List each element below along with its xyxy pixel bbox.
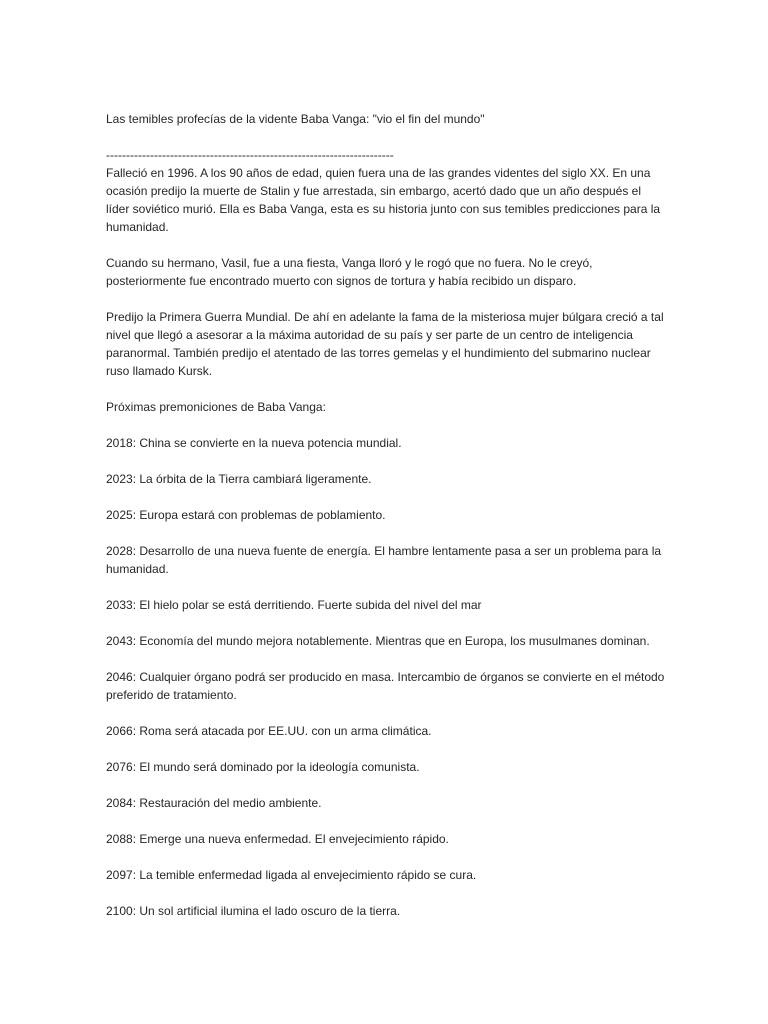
prediction-item: 2076: El mundo será dominado por la ideología comunista. bbox=[106, 760, 420, 774]
prediction-item: 2066: Roma será atacada por EE.UU. con un arma climática. bbox=[106, 724, 432, 738]
prediction-item: 2088: Emerge una nueva enfermedad. El envejecimiento rápido. bbox=[106, 832, 449, 846]
prediction-item: 2028: Desarrollo de una nueva fuente de energía. El hambre lentamente pasa a ser un problema para la humanidad. bbox=[106, 544, 662, 576]
divider-line: ------------------------------------------------------------------------ bbox=[106, 148, 394, 162]
document-title: Las temibles profecías de la vidente Baba Vanga: "vio el fin del mundo" bbox=[106, 112, 485, 126]
prediction-item: 2046: Cualquier órgano podrá ser producido en masa. Intercambio de órganos se convierte en el método preferido de tratamiento. bbox=[106, 670, 665, 702]
prediction-item: 2097: La temible enfermedad ligada al envejecimiento rápido se cura. bbox=[106, 868, 477, 882]
prediction-item: 2100: Un sol artificial ilumina el lado oscuro de la tierra. bbox=[106, 904, 401, 918]
paragraph-brother: Cuando su hermano, Vasil, fue a una fiesta, Vanga lloró y le rogó que no fuera. No le creyó, posteriormente fue encontrado muerto con signos de tortura y había recibido un disparo. bbox=[106, 256, 593, 288]
prediction-item: 2084: Restauración del medio ambiente. bbox=[106, 796, 322, 810]
predictions-list bbox=[106, 434, 666, 920]
paragraph-intro: Falleció en 1996. A los 90 años de edad, quien fuera una de las grandes videntes del siglo XX. En una ocasión predijo la muerte de Stalin y fue arrestada, sin embargo, acertó dado que un año después el líder soviético murió. Ella es Baba Vanga, esta es su historia junto con sus temibles predicciones para la humanidad. bbox=[106, 166, 661, 234]
prediction-item: 2023: La órbita de la Tierra cambiará ligeramente. bbox=[106, 472, 372, 486]
prediction-item: 2033: El hielo polar se está derritiendo. Fuerte subida del nivel del mar bbox=[106, 598, 482, 612]
paragraph-predictions-past: Predijo la Primera Guerra Mundial. De ahí en adelante la fama de la misteriosa mujer búlgara creció a tal nivel que llegó a asesorar a la máxima autoridad de su país y ser parte de un centro de inteligencia paranormal. También predijo el atentado de las torres gemelas y el hundimiento del submarino nuclear ruso llamado Kursk. bbox=[106, 310, 664, 378]
prediction-item: 2043: Economía del mundo mejora notablemente. Mientras que en Europa, los musulmanes dominan. bbox=[106, 634, 650, 648]
prediction-item: 2025: Europa estará con problemas de poblamiento. bbox=[106, 508, 386, 522]
section-heading: Próximas premoniciones de Baba Vanga: bbox=[106, 400, 326, 414]
document-page bbox=[106, 110, 666, 920]
prediction-item: 2018: China se convierte en la nueva potencia mundial. bbox=[106, 436, 402, 450]
